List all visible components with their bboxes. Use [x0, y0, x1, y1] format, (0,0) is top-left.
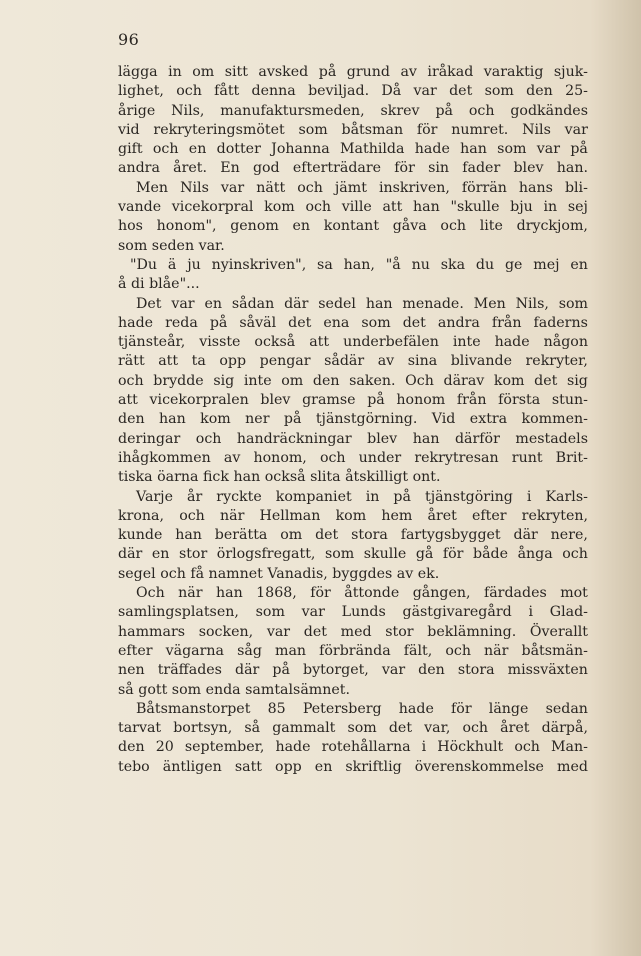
text-line: Det var en sådan där sedel han menade. Men Nils, som: [136, 295, 588, 312]
text-line: lighet, och fått denna beviljad. Då var det som den 25-: [118, 83, 588, 100]
text-line: "Du ä ju nyinskriven", sa han, "å nu ska du ge mej en: [130, 256, 588, 273]
text-line: som seden var.: [118, 237, 225, 254]
text-line: samlingsplatsen, som var Lunds gästgivaregård i Glad-: [118, 604, 588, 621]
text-line: rätt att ta opp pengar sådär av sina blivande rekryter,: [118, 353, 588, 370]
text-line: hos honom", genom en kontant gåva och lite dryckjom,: [118, 218, 588, 235]
text-line: deringar och handräckningar blev han därför mestadels: [118, 430, 588, 447]
text-line: Båtsmanstorpet 85 Petersberg hade för länge sedan: [136, 700, 588, 717]
text-line: den 20 september, hade rotehållarna i Höckhult och Man-: [118, 739, 588, 756]
text-line: andra året. En god efterträdare för sin fader blev han.: [118, 160, 588, 177]
text-line: ihågkommen av honom, och under rekrytresan runt Brit-: [118, 449, 588, 466]
text-line: där en stor örlogsfregatt, som skulle gå för både ånga och: [118, 546, 588, 563]
text-line: gift och en dotter Johanna Mathilda hade han som var på: [118, 141, 588, 158]
text-line: kunde han berätta om det stora fartygsbygget där nere,: [118, 527, 588, 544]
body-text: [118, 63, 588, 777]
text-line: årige Nils, manufaktursmeden, skrev på och godkändes: [118, 102, 588, 119]
text-line: Och när han 1868, för åttonde gången, färdades mot: [136, 585, 588, 602]
text-line: efter vägarna såg man förbrända fält, och när båtsmän-: [118, 642, 588, 659]
text-line: så gott som enda samtalsämnet.: [118, 681, 350, 698]
page-number: 96: [118, 30, 140, 49]
text-line: hammars socken, var det med stor beklämning. Överallt: [118, 623, 588, 640]
text-line: hade reda på såväl det ena som det andra från faderns: [118, 314, 588, 331]
text-line: å di blåe"...: [118, 276, 200, 293]
text-line: Varje år ryckte kompaniet in på tjänstgöring i Karls-: [136, 488, 588, 505]
text-line: krona, och när Hellman kom hem året efter rekryten,: [118, 507, 588, 524]
text-line: vande vicekorpral kom och ville att han "skulle bju in sej: [118, 199, 588, 216]
text-line: tjänsteår, visste också att underbefälen inte hade någon: [118, 334, 588, 351]
text-line: tarvat bortsyn, så gammalt som det var, och året därpå,: [118, 720, 588, 737]
text-line: tiska öarna fick han också slita åtskilligt ont.: [118, 469, 441, 486]
text-line: och brydde sig inte om den saken. Och därav kom det sig: [118, 372, 588, 389]
text-line: lägga in om sitt avsked på grund av iråkad varaktig sjuk-: [118, 64, 588, 80]
text-line: Men Nils var nätt och jämt inskriven, förrän hans bli-: [136, 179, 588, 196]
text-line: den han kom ner på tjänstgörning. Vid extra kommen-: [118, 411, 588, 428]
text-line: nen träffades där på bytorget, var den stora missväxten: [118, 662, 588, 679]
text-line: att vicekorpralen blev gramse på honom från första stun-: [118, 392, 588, 409]
text-line: segel och få namnet Vanadis, byggdes av ek.: [118, 565, 440, 582]
text-line: tebo äntligen satt opp en skriftlig överenskommelse med: [118, 758, 588, 775]
text-line: vid rekryteringsmötet som båtsman för numret. Nils var: [118, 121, 588, 138]
